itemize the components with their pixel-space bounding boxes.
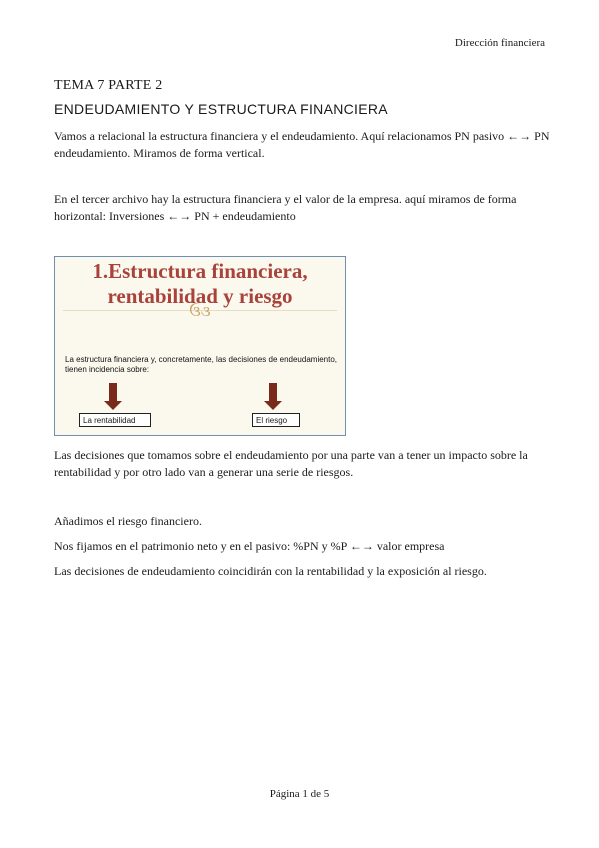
slide-title-line-2: rentabilidad y riesgo: [107, 284, 293, 308]
paragraph-4: Añadimos el riesgo financiero.: [54, 514, 202, 528]
slide-title: [55, 259, 345, 309]
riesgo-box: El riesgo: [252, 413, 300, 427]
ornament-icon: ઉ૩: [189, 304, 211, 320]
paragraph-5: Nos fijamos en el patrimonio neto y en el pasivo: %PN y %P ←→ valor empresa: [54, 539, 445, 553]
paragraph-2: En el tercer archivo hay la estructura financiera y el valor de la empresa. aquí miramos de forma horizontal: Inversiones ←→ PN + endeudamiento: [54, 192, 517, 223]
page-number: Página 1 de 5: [269, 788, 330, 800]
slide-title-line-1: 1.Estructura financiera,: [92, 259, 308, 283]
document-subtitle: ENDEUDAMIENTO Y ESTRUCTURA FINANCIERA: [54, 101, 388, 117]
embedded-slide-image: [54, 256, 346, 436]
document-title: TEMA 7 PARTE 2: [54, 78, 163, 93]
rentabilidad-box: La rentabilidad: [79, 413, 151, 427]
paragraph-3: Las decisiones que tomamos sobre el endeudamiento por una parte van a tener un impacto sobre la rentabilidad y por otro lado van a generar una serie de riesgos.: [54, 448, 528, 479]
paragraph-6: Las decisiones de endeudamiento coincidirán con la rentabilidad y la exposición al riesgo.: [54, 564, 487, 578]
paragraph-1: Vamos a relacional la estructura financiera y el endeudamiento. Aquí relacionamos PN pasivo ←→ PN endeudamiento. Miramos de forma vertical.: [54, 129, 550, 160]
slide-body-text: La estructura financiera y, concretamente, las decisiones de endeudamiento, tienen incidencia sobre:: [65, 355, 338, 374]
running-header: Dirección financiera: [454, 37, 545, 49]
